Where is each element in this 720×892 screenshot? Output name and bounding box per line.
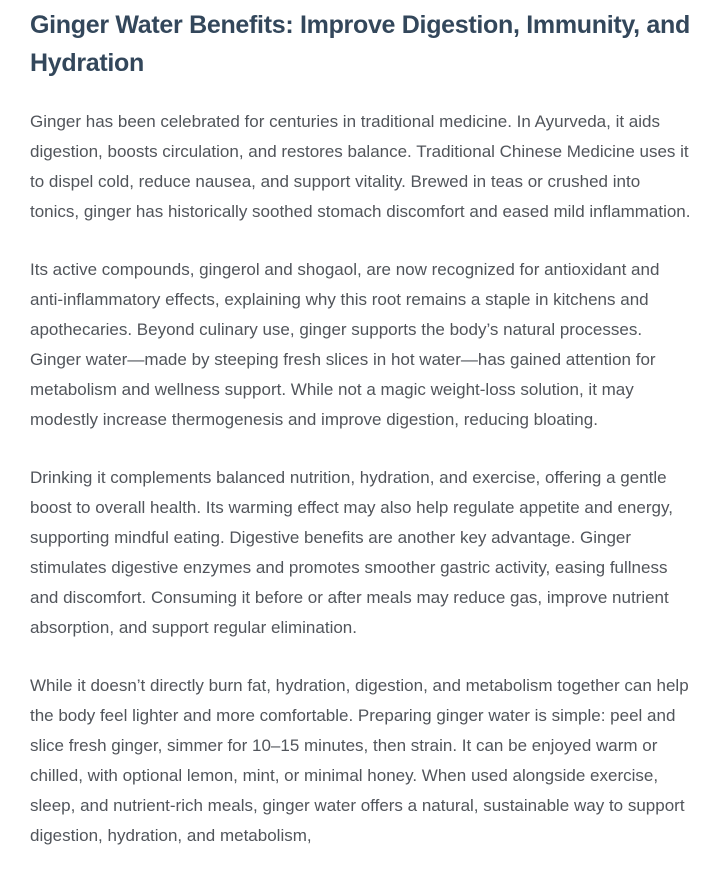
page-title: Ginger Water Benefits: Improve Digestion, Immunity, and Hydration bbox=[30, 11, 690, 77]
article-paragraph-digestive-benefits: Drinking it complements balanced nutrition, hydration, and exercise, offering a gentle boost to overall health. Its warming effect may also help regulate appetite and energy, supporting mindful eating. Digestive benefits are another key advantage. Ginger stimulates digestive enzymes and promotes smoother gastric activity, easing fullness and discomfort. Consuming it before or after meals may reduce gas, improve nutrient absorption, and support regular elimination. bbox=[30, 468, 673, 637]
article-paragraph-preparation: While it doesn’t directly burn fat, hydration, digestion, and metabolism together can help the body feel lighter and more comfortable. Preparing ginger water is simple: peel and slice fresh ginger, simmer for 10–15 minutes, then strain. It can be enjoyed warm or chilled, with optional lemon, mint, or minimal honey. When used alongside exercise, sleep, and nutrient-rich meals, ginger water offers a natural, sustainable way to support digestion, hydration, and metabolism, bbox=[30, 676, 689, 845]
article-paragraph-compounds: Its active compounds, gingerol and shogaol, are now recognized for antioxidant and anti-inflammatory effects, explaining why this root remains a staple in kitchens and apothecaries. Beyond culinary use, ginger supports the body’s natural processes. Ginger water—made by steeping fresh slices in hot water—has gained attention for metabolism and wellness support. While not a magic weight-loss solution, it may modestly increase thermogenesis and improve digestion, reducing bloating. bbox=[30, 260, 660, 429]
article-paragraph-history: Ginger has been celebrated for centuries in traditional medicine. In Ayurveda, it aids digestion, boosts circulation, and restores balance. Traditional Chinese Medicine uses it to dispel cold, reduce nausea, and support vitality. Brewed in teas or crushed into tonics, ginger has historically soothed stomach discomfort and eased mild inflammation. bbox=[30, 112, 691, 221]
